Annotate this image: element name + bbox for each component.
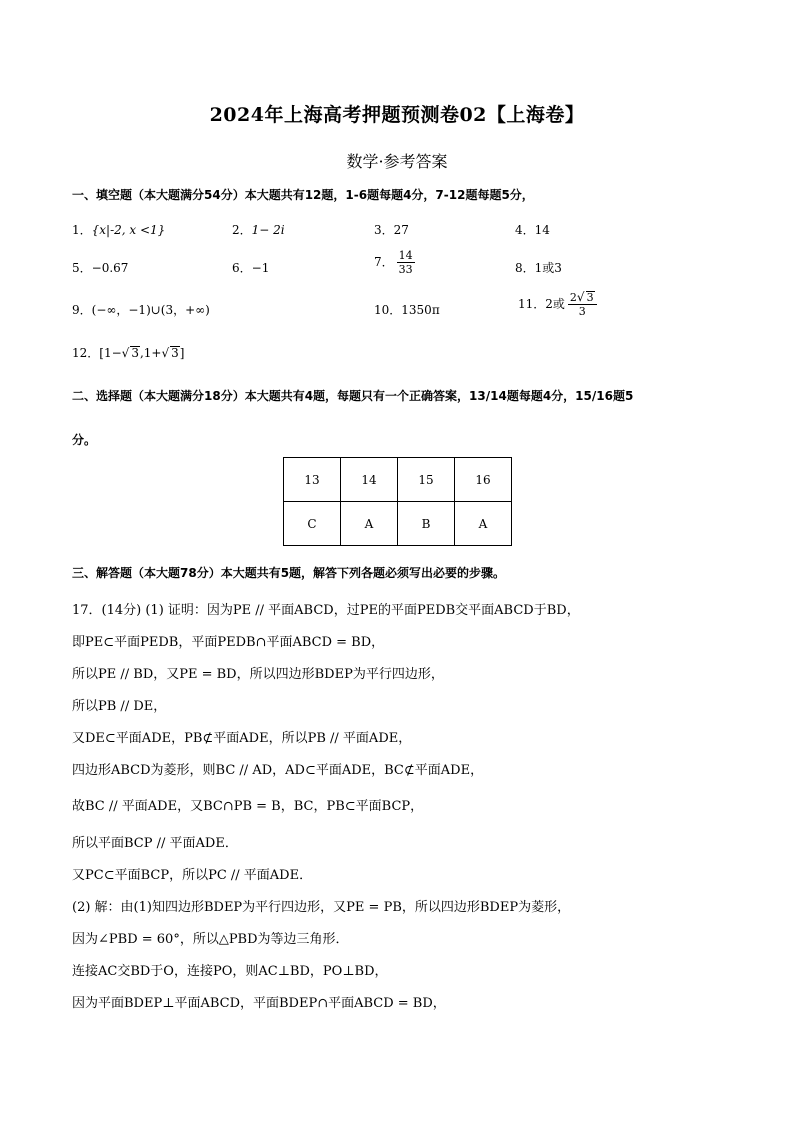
question-number-cell: 13 <box>284 458 341 502</box>
solution-line: 又DE⊂平面ADE，PB⊄平面ADE，所以PB // 平面ADE， <box>72 731 412 746</box>
solution-line: 因为∠PBD = 60°，所以△PBD为等边三角形． <box>72 932 349 947</box>
page-subtitle: 数学·参考答案 <box>346 152 448 171</box>
answer-cell: B <box>398 502 455 546</box>
answer-7: 7． $\frac{14}{33}$ <box>374 249 413 276</box>
solution-line: 故BC // 平面ADE，又BC∩PB = B，BC，PB⊂平面BCP， <box>72 799 424 814</box>
page-title: 2024年上海高考押题预测卷02【上海卷】 <box>209 104 585 126</box>
answer-11: 11．2或 $\frac{2√ 3}{3}$ <box>518 291 597 318</box>
answer-cell: A <box>341 502 398 546</box>
answer-cell: C <box>284 502 341 546</box>
answer-6: 6．−1 <box>232 261 270 275</box>
table-row <box>284 458 512 502</box>
answer-4: 4．14 <box>515 223 550 237</box>
solution-line: 所以PE // BD，又PE = BD，所以四边形BDEP为平行四边形， <box>72 667 444 682</box>
section2-header: 二、选择题（本大题满分18分）本大题共有4题，每题只有一个正确答案，13/14题每题4分，15/16题5 <box>72 389 634 403</box>
fraction: $\frac{2√ 3}{3}$ <box>568 291 597 318</box>
question-number-cell: 15 <box>398 458 455 502</box>
fraction: $\frac{14}{33}$ <box>398 249 413 276</box>
solution-line: 所以PB // DE， <box>72 699 167 714</box>
question-number-cell: 14 <box>341 458 398 502</box>
solution-line: 即PE⊂平面PEDB，平面PEDB∩平面ABCD = BD， <box>72 635 385 650</box>
answer-9: 9．(−∞，−1)∪(3，+∞) <box>72 303 210 317</box>
solution-line: (2) 解：由(1)知四边形BDEP为平行四边形，又PE = PB，所以四边形BDEP为菱形， <box>72 900 571 915</box>
answer-2: 2．1− 2i <box>232 223 285 237</box>
solution-line: 因为平面BDEP⊥平面ABCD，平面BDEP∩平面ABCD = BD， <box>72 996 446 1011</box>
solution-line: 17．(14分) (1) 证明：因为PE // 平面ABCD，过PE的平面PEDB交平面ABCD于BD， <box>72 603 580 618</box>
solution-line: 连接AC交BD于O，连接PO，则AC⊥BD，PO⊥BD， <box>72 964 388 979</box>
question-number-cell: 16 <box>455 458 512 502</box>
answer-12: 12．[1−√ 3,1+√ 3] <box>72 346 185 360</box>
section1-header: 一、填空题（本大题满分54分）本大题共有12题，1-6题每题4分，7-12题每题5分， <box>72 188 534 202</box>
table-row <box>284 502 512 546</box>
section2-header-cont: 分。 <box>72 433 97 447</box>
answer-cell: A <box>455 502 512 546</box>
section3-header: 三、解答题（本大题78分）本大题共有5题，解答下列各题必须写出必要的步骤。 <box>72 566 506 580</box>
answer-8: 8．1或3 <box>515 261 562 275</box>
answer-3: 3．27 <box>374 223 409 237</box>
answer-1: 1．{x|-2, x <1} <box>72 223 166 237</box>
solution-line: 四边形ABCD为菱形，则BC // AD，AD⊂平面ADE，BC⊄平面ADE， <box>72 763 484 778</box>
solution-line: 又PC⊂平面BCP，所以PC // 平面ADE． <box>72 868 313 883</box>
solution-line: 所以平面BCP // 平面ADE． <box>72 836 238 851</box>
choice-answer-table <box>283 457 512 546</box>
answer-10: 10．1350π <box>374 303 440 317</box>
answer-5: 5．−0.67 <box>72 261 129 275</box>
